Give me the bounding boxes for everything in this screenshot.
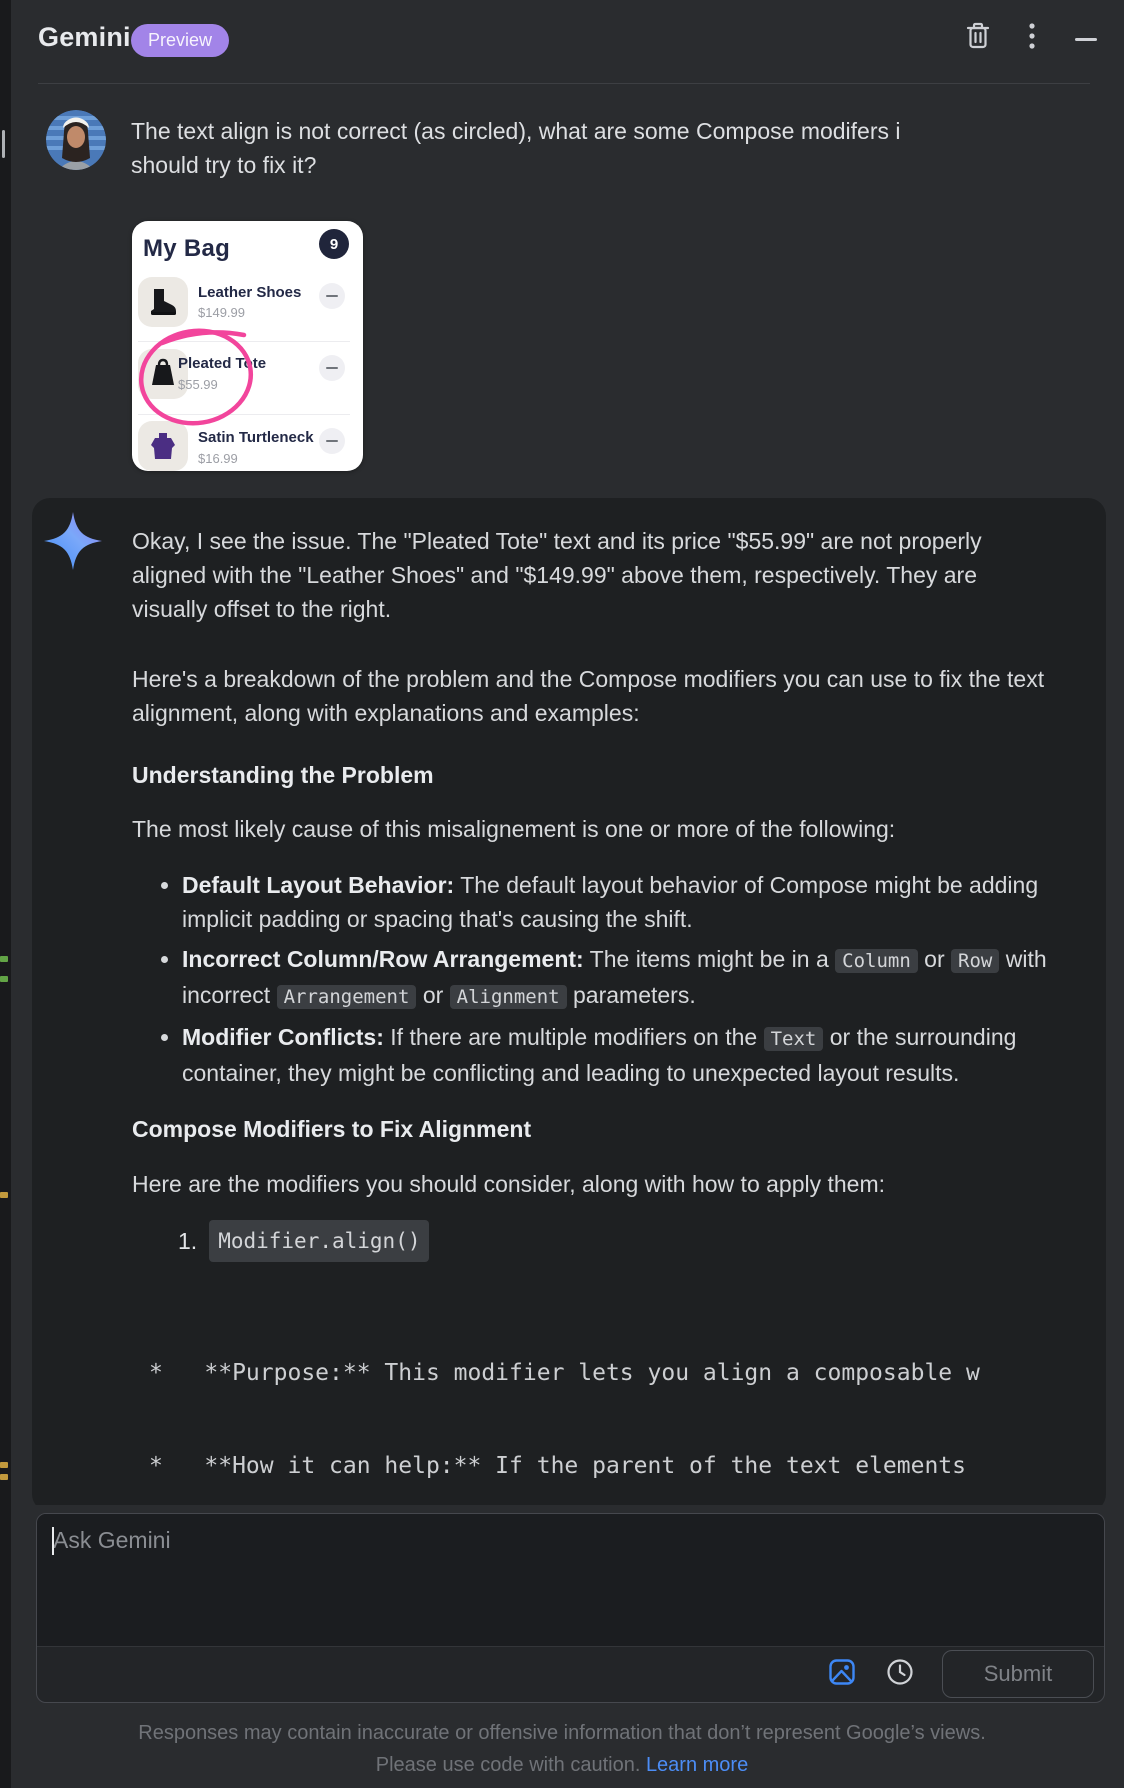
section-heading: Understanding the Problem bbox=[132, 762, 434, 788]
bag-count-badge: 9 bbox=[319, 229, 349, 259]
disclaimer-line1: Responses may contain inaccurate or offensive information that don’t represent Google’s views. bbox=[138, 1722, 986, 1744]
header-actions bbox=[962, 22, 1102, 54]
item-price: $149.99 bbox=[198, 305, 245, 320]
attached-image-my-bag[interactable] bbox=[132, 221, 363, 471]
editor-edge-strip bbox=[0, 0, 11, 1788]
text-caret bbox=[52, 1527, 54, 1555]
panel-title: Gemini bbox=[38, 22, 131, 52]
more-options-button[interactable] bbox=[1016, 22, 1048, 54]
preview-badge: Preview bbox=[131, 24, 229, 57]
input-actions bbox=[826, 1646, 1104, 1702]
disclaimer bbox=[0, 1717, 1124, 1781]
list-number: 1. bbox=[178, 1228, 198, 1254]
item-name: Satin Turtleneck bbox=[198, 429, 314, 446]
raw-markdown-block: * **Purpose:** This modifier lets you align a composable w * **How it can help:** If the parent of the text elements bbox=[149, 1360, 980, 1479]
decrease-quantity-button bbox=[319, 355, 345, 381]
vcs-change-marker bbox=[0, 976, 8, 982]
user-message-line2: should try to fix it? bbox=[131, 152, 317, 178]
attach-image-button[interactable] bbox=[826, 1658, 858, 1690]
bag-title: My Bag bbox=[143, 235, 231, 262]
user-message bbox=[131, 114, 901, 182]
submit-button[interactable]: Submit bbox=[942, 1650, 1094, 1698]
image-icon bbox=[828, 1658, 856, 1691]
gemini-sparkle-icon bbox=[42, 510, 104, 572]
clock-icon bbox=[886, 1658, 914, 1691]
decrease-quantity-button bbox=[319, 428, 345, 454]
inline-code: Arrangement bbox=[277, 985, 417, 1009]
satin-turtleneck-thumbnail bbox=[138, 421, 188, 471]
vcs-change-marker bbox=[0, 1474, 8, 1480]
header-divider bbox=[38, 83, 1090, 84]
inline-code: Text bbox=[764, 1027, 824, 1051]
decrease-quantity-button bbox=[319, 283, 345, 309]
user-message-line1: The text align is not correct (as circled), what are some Compose modifers i bbox=[131, 118, 901, 144]
inline-code: Modifier.align() bbox=[209, 1220, 429, 1262]
response-paragraph: Okay, I see the issue. The "Pleated Tote" text and its price "$55.99" are not properly aligned with the "Leather Shoes" and "$149.99" above them, respectively. They are visually offset to the right. bbox=[132, 528, 982, 622]
vcs-change-marker bbox=[0, 956, 8, 962]
trash-icon bbox=[965, 22, 991, 55]
section-heading: Compose Modifiers to Fix Alignment bbox=[132, 1116, 532, 1142]
user-avatar bbox=[46, 110, 106, 170]
bullet-item: • Default Layout Behavior: The default layout behavior of Compose might be adding implicit padding or spacing that's causing the shift. bbox=[182, 868, 1052, 936]
prompt-input-area bbox=[37, 1514, 1104, 1647]
item-name: Leather Shoes bbox=[198, 284, 302, 301]
minimize-icon bbox=[1075, 29, 1097, 47]
response-paragraph: Here's a breakdown of the problem and the Compose modifiers you can use to fix the text alignment, along with explanations and examples: bbox=[132, 666, 1045, 726]
history-button[interactable] bbox=[884, 1658, 916, 1690]
vcs-change-marker bbox=[0, 1192, 8, 1198]
scrollbar-thumb[interactable] bbox=[2, 130, 5, 158]
disclaimer-line2: Please use code with caution. Learn more bbox=[375, 1754, 749, 1776]
inline-code: Column bbox=[835, 949, 918, 973]
learn-more-link[interactable]: Learn more bbox=[645, 1754, 749, 1776]
ask-gemini-input[interactable] bbox=[37, 1514, 1104, 1646]
response-paragraph: The most likely cause of this misalignement is one or more of the following: bbox=[132, 816, 896, 842]
row-divider bbox=[138, 414, 350, 415]
item-price: $55.99 bbox=[178, 377, 218, 392]
item-price: $16.99 bbox=[198, 451, 238, 466]
minimize-button[interactable] bbox=[1070, 22, 1102, 54]
prompt-input-container bbox=[36, 1513, 1105, 1703]
leather-shoes-thumbnail bbox=[138, 277, 188, 327]
kebab-menu-icon bbox=[1029, 22, 1035, 55]
bullet-item: • Incorrect Column/Row Arrangement: The items might be in a Column or Row with incorrect Arrangement or Alignment parameters. bbox=[182, 942, 1052, 1014]
response-paragraph: Here are the modifiers you should consider, along with how to apply them: bbox=[132, 1171, 886, 1197]
bullet-list bbox=[132, 868, 1052, 1090]
row-divider bbox=[138, 341, 350, 342]
bullet-item: • Modifier Conflicts: If there are multiple modifiers on the Text or the surrounding container, they might be conflicting and leading to unexpected layout results. bbox=[182, 1020, 1052, 1090]
inline-code: Alignment bbox=[450, 985, 567, 1009]
numbered-item bbox=[178, 1220, 1052, 1262]
item-name: Pleated Tote bbox=[178, 355, 267, 372]
input-section bbox=[0, 1505, 1124, 1788]
inline-code: Row bbox=[951, 949, 999, 973]
delete-conversation-button[interactable] bbox=[962, 22, 994, 54]
vcs-change-marker bbox=[0, 1462, 8, 1468]
